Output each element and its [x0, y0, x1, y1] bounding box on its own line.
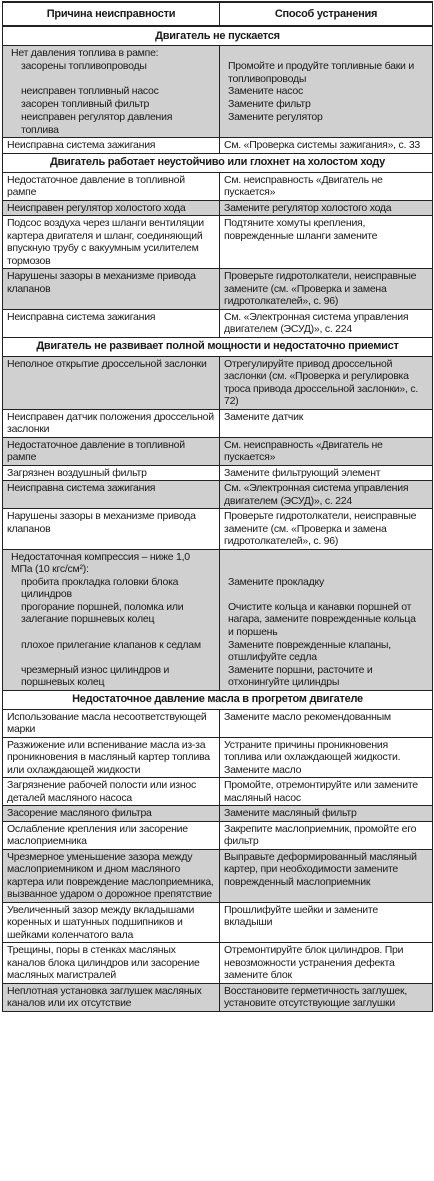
remedy-cell: Прошлифуйте шейки и замените вкладыши [220, 902, 433, 943]
cause-cell: Чрезмерное уменьшение зазора между маслоприемником и дном масляного картера или повреждение маслоприемника, вызванное ударом о дорожное препятствие [3, 849, 220, 902]
cause-subitem: прогорание поршней, поломка или залегание поршневых колец [21, 600, 184, 625]
table-row [3, 806, 433, 822]
remedy-subitem: Замените поршни, расточите и отхонингуйте цилиндры [228, 663, 373, 688]
remedy-subitem: Замените насос [228, 85, 303, 97]
remedy-cell: Замените регулятор холостого хода [220, 200, 433, 216]
remedy-cell: Отрегулируйте привод дроссельной заслонки (см. «Проверка и регулировка троса привода дроссельной заслонки», с. 72) [220, 356, 433, 409]
remedy-cell: Выправьте деформированный масляный картер, при необходимости замените поврежденный маслоприемник [220, 849, 433, 902]
table-row [3, 437, 433, 465]
remedy-cell: Замените масло рекомендованным [220, 709, 433, 737]
cause-cell: Разжижение или вспенивание масла из-за проникновения в масляный картер топлива или охлаждающей жидкости [3, 737, 220, 778]
cause-subitem: неисправен регулятор давления топлива [21, 111, 173, 136]
cause-cell: Использование масла несоответствующей марки [3, 709, 220, 737]
cause-cell: Неполное открытие дроссельной заслонки [3, 356, 220, 409]
section-header-row [3, 26, 433, 46]
table-row [3, 983, 433, 1011]
cause-lead: Нет давления топлива в рампе: [11, 47, 159, 59]
cause-cell: Ослабление крепления или засорение маслоприемника [3, 821, 220, 849]
table-row [3, 216, 433, 269]
cause-cell [3, 46, 220, 138]
cause-cell: Трещины, поры в стенках масляных каналов блока цилиндров или засорение масляных магистралей [3, 943, 220, 984]
cause-subitem: пробита прокладка головки блока цилиндров [21, 575, 179, 600]
section-title: Двигатель работает неустойчиво или глохнет на холостом ходу [3, 153, 433, 172]
cause-column-header: Причина неисправности [3, 2, 220, 26]
table-row [3, 943, 433, 984]
remedy-subitem: Замените прокладку [228, 575, 324, 588]
cause-cell: Неисправен регулятор холостого хода [3, 200, 220, 216]
cause-cell: Недостаточное давление в топливной рампе [3, 437, 220, 465]
cause-cell: Недостаточное давление в топливной рампе [3, 172, 220, 200]
section-title: Недостаточное давление масла в прогретом двигателе [3, 690, 433, 709]
table-row [3, 465, 433, 481]
remedy-cell: См. неисправность «Двигатель не пускается» [220, 172, 433, 200]
remedy-cell: Проверьте гидротолкатели, неисправные замените (см. «Проверка и замена гидротолкателей», с. 96) [220, 509, 433, 550]
cause-cell: Неплотная установка заглушек масляных каналов или их отсутствие [3, 983, 220, 1011]
cause-subitem: засорены топливопроводы [21, 60, 147, 72]
section-title: Двигатель не развивает полной мощности и недостаточно приемист [3, 337, 433, 356]
cause-cell: Неисправна система зажигания [3, 481, 220, 509]
table-row [3, 138, 433, 154]
table-row [3, 509, 433, 550]
remedy-subitem: Замените регулятор [228, 111, 323, 123]
cause-cell: Неисправен датчик положения дроссельной заслонки [3, 409, 220, 437]
section-header-row [3, 153, 433, 172]
table-row [3, 309, 433, 337]
cause-cell: Нарушены зазоры в механизме привода клапанов [3, 509, 220, 550]
cause-cell: Подсос воздуха через шланги вентиляции картера двигателя и шланг, соединяющий впускную трубу с вакуумным усилителем тормозов [3, 216, 220, 269]
remedy-cell: Отремонтируйте блок цилиндров. При невозможности устранения дефекта замените блок [220, 943, 433, 984]
section-title: Двигатель не пускается [3, 26, 433, 46]
table-body [3, 26, 433, 1011]
remedy-cell: Замените масляный фильтр [220, 806, 433, 822]
remedy-subitem: Замените поврежденные клапаны, отшлифуйте седла [228, 638, 391, 663]
remedy-cell: См. «Электронная система управления двигателем (ЭСУД)», с. 224 [220, 481, 433, 509]
table-row [3, 481, 433, 509]
remedy-cell [220, 549, 433, 690]
table-row [3, 409, 433, 437]
remedy-cell: Проверьте гидротолкатели, неисправные замените (см. «Проверка и замена гидротолкателей», с. 96) [220, 269, 433, 310]
table-row [3, 778, 433, 806]
table-row [3, 200, 433, 216]
cause-cell: Неисправна система зажигания [3, 138, 220, 154]
remedy-cell: См. неисправность «Двигатель не пускается» [220, 437, 433, 465]
cause-lead: Недостаточная компрессия – ниже 1,0 МПа (10 кгс/см²): [11, 550, 190, 575]
remedy-subitem [224, 47, 428, 60]
table-row [3, 737, 433, 778]
table-row [3, 849, 433, 902]
cause-subitem: неисправен топливный насос [21, 85, 159, 97]
section-header-row [3, 337, 433, 356]
remedy-cell: Закрепите маслоприемник, промойте его фильтр [220, 821, 433, 849]
cause-subitem: плохое прилегание клапанов к седлам [21, 638, 201, 651]
table-row [3, 549, 433, 690]
remedy-cell: Подтяните хомуты крепления, поврежденные шланги замените [220, 216, 433, 269]
cause-cell: Неисправна система зажигания [3, 309, 220, 337]
table-row [3, 709, 433, 737]
table-header-row [3, 2, 433, 26]
cause-cell: Увеличенный зазор между вкладышами коренных и шатунных подшипников и шейками коленчатого вала [3, 902, 220, 943]
remedy-cell: Восстановите герметичность заглушек, установите отсутствующие заглушки [220, 983, 433, 1011]
remedy-cell: Промойте, отремонтируйте или замените масляный насос [220, 778, 433, 806]
remedy-cell: Замените фильтрующий элемент [220, 465, 433, 481]
cause-cell: Загрязнение рабочей полости или износ деталей масляного насоса [3, 778, 220, 806]
remedy-column-header: Способ устранения [220, 2, 433, 26]
troubleshooting-table [2, 1, 433, 1012]
cause-subitem: засорен топливный фильтр [21, 98, 150, 110]
cause-cell: Загрязнен воздушный фильтр [3, 465, 220, 481]
table-row [3, 902, 433, 943]
remedy-subitem: Промойте и продуйте топливные баки и топливопроводы [228, 60, 414, 85]
table-row [3, 269, 433, 310]
remedy-cell: Замените датчик [220, 409, 433, 437]
cause-cell [3, 549, 220, 690]
section-header-row [3, 690, 433, 709]
table-row [3, 356, 433, 409]
table-row [3, 821, 433, 849]
remedy-subitem [224, 551, 428, 576]
cause-cell: Нарушены зазоры в механизме привода клапанов [3, 269, 220, 310]
remedy-subitem: Замените фильтр [228, 98, 311, 110]
remedy-cell [220, 46, 433, 138]
remedy-cell: См. «Электронная система управления двигателем (ЭСУД)», с. 224 [220, 309, 433, 337]
remedy-cell: См. «Проверка системы зажигания», с. 33 [220, 138, 433, 154]
remedy-cell: Устраните причины проникновения топлива или охлаждающей жидкости. Замените масло [220, 737, 433, 778]
table-row [3, 46, 433, 138]
table-row [3, 172, 433, 200]
remedy-subitem: Очистите кольца и канавки поршней от нагара, замените поврежденные кольца и поршень [228, 600, 416, 638]
cause-subitem: чрезмерный износ цилиндров и поршневых колец [21, 663, 170, 688]
cause-cell: Засорение масляного фильтра [3, 806, 220, 822]
